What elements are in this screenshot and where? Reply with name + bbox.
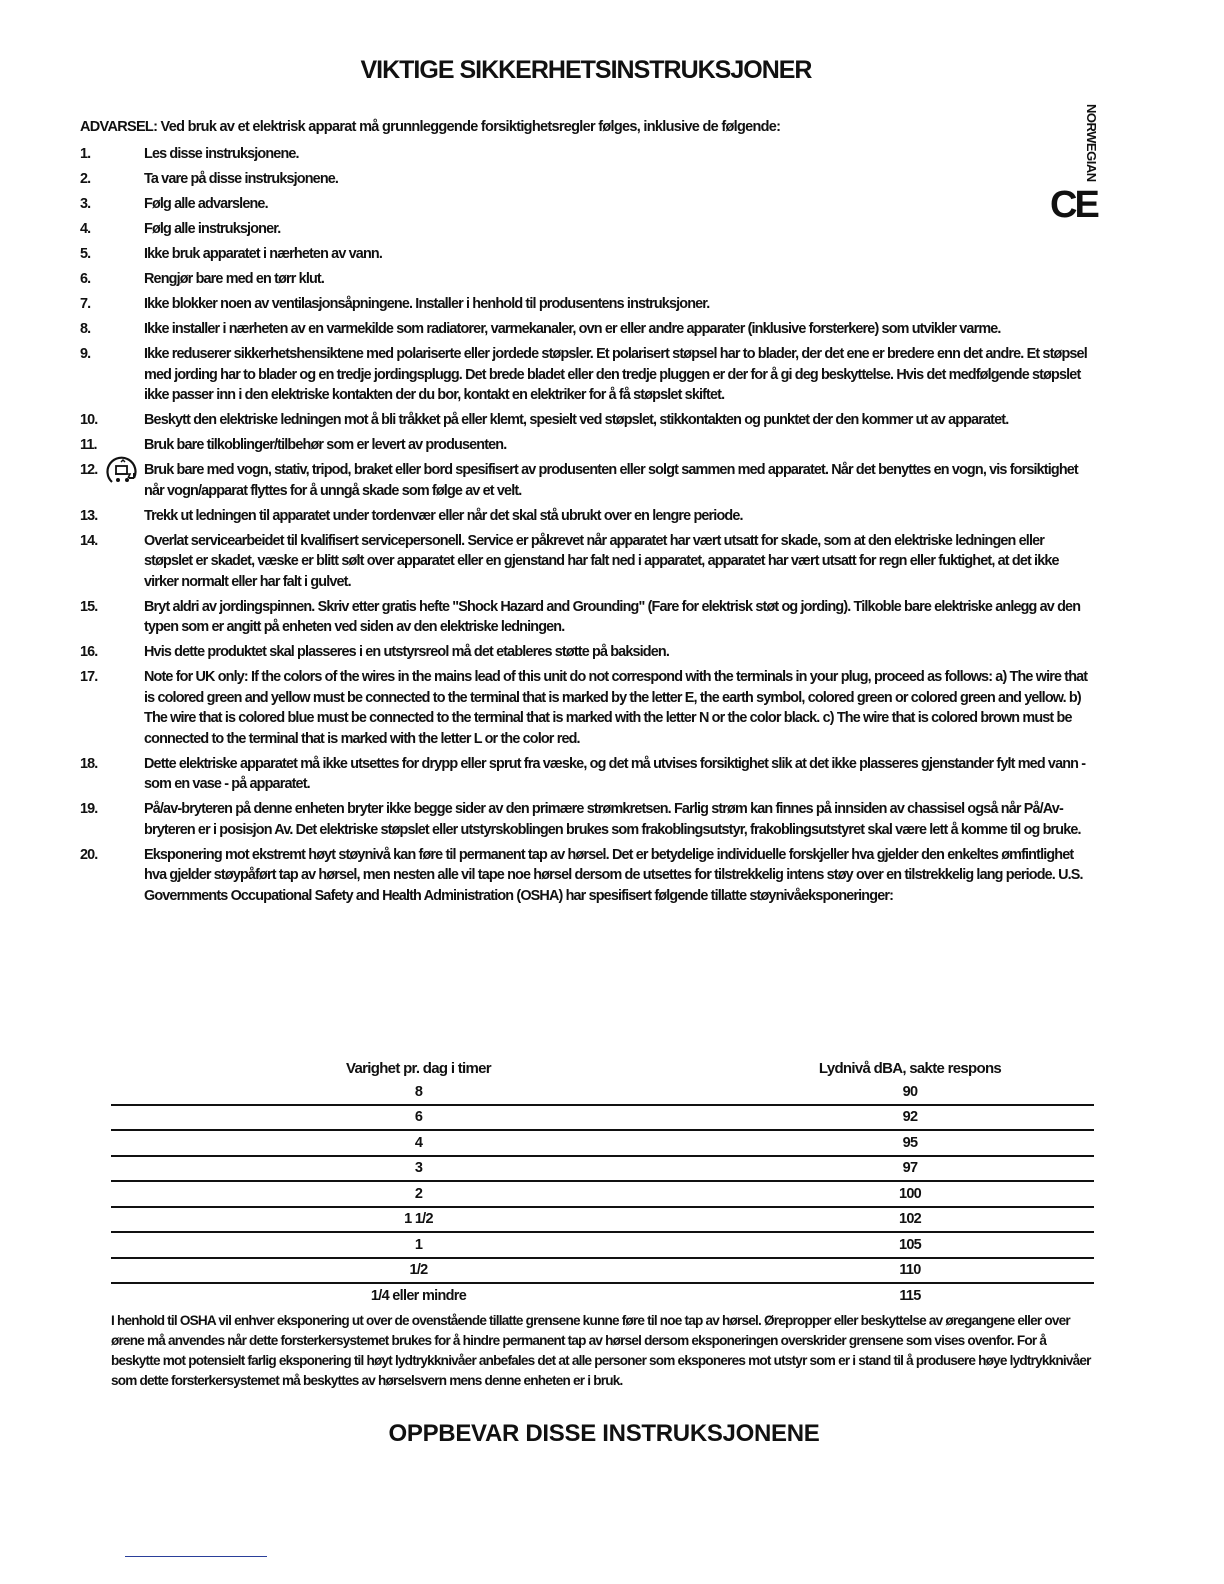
sound-level-cell: 97 xyxy=(902,1160,918,1177)
instruction-text: Ikke installer i nærheten av en varmekilde som radiatorer, varmekanaler, ovn er eller andre apparater (inklusive forsterkere) som utvikler varme. xyxy=(144,321,1001,337)
ce-mark-logo: CE xyxy=(1050,184,1097,226)
instruction-item xyxy=(80,531,1095,593)
sound-level-cell: 115 xyxy=(899,1287,921,1304)
table-row xyxy=(111,1130,1094,1156)
warning-text: Ved bruk av et elektrisk apparat må grunnleggende forsiktighetsregler følges, inklusive de følgende: xyxy=(157,119,781,135)
duration-cell: 4 xyxy=(414,1134,423,1151)
duration-cell: 1 xyxy=(414,1236,423,1253)
instruction-item xyxy=(80,667,1095,749)
instruction-item xyxy=(80,460,1095,501)
table-row xyxy=(111,1232,1094,1258)
duration-cell: 2 xyxy=(414,1185,423,1202)
instruction-text: Note for UK only: If the colors of the wires in the mains lead of this unit do not correspond with the terminals in your plug, proceed as follows: a) The wire that is colored green and yellow must be connected to the terminal that is marked by the letter E, the earth symbol, colored green or colored green and yellow. b) The wire that is colored blue must be connected to the terminal that is marked with the letter N or the color black. c) The wire that is colored brown must be connected to the terminal that is marked with the letter L or the color red. xyxy=(144,669,1088,747)
instruction-item xyxy=(80,269,1095,290)
warning-statement xyxy=(80,119,1100,135)
instruction-item xyxy=(80,799,1095,840)
instruction-text: Bruk bare med vogn, stativ, tripod, braket eller bord spesifisert av produsenten eller solgt sammen med apparatet. Når det benyttes en vogn, vis forsiktighet når vogn/apparat flyttes for å unngå skade som følge av et velt. xyxy=(144,462,1078,499)
instruction-number: 6. xyxy=(80,271,91,287)
instruction-text: Ikke blokker noen av ventilasjonsåpningene. Installer i henhold til produsentens instruksjoner. xyxy=(144,296,710,312)
instruction-text: Ikke reduserer sikkerhetshensiktene med polariserte eller jordede støpsler. Et polarisert støpsel har to blader, der det ene er bredere enn det andre. Et støpsel med jording har to blader og en tredje jordingsplugg. Det brede bladet eller den tredje pluggen er der for å gi deg beskyttelse. Hvis det medfølgende støpslet ikke passer inn i den elektriske kontakten der du bor, kontakt en elektriker for å få støpslet skiftet. xyxy=(144,346,1087,403)
language-tab: NORWEGIAN xyxy=(1084,104,1099,182)
instruction-number: 19. xyxy=(80,801,98,817)
duration-cell: 1/4 eller mindre xyxy=(370,1287,467,1304)
table-header-row xyxy=(111,1056,1094,1080)
instruction-number: 8. xyxy=(80,321,91,337)
instruction-number: 1. xyxy=(80,146,91,162)
instruction-item xyxy=(80,144,1095,165)
instruction-item xyxy=(80,194,1095,215)
instruction-number: 18. xyxy=(80,755,98,772)
instruction-number: 2. xyxy=(80,171,91,187)
sound-level-cell: 102 xyxy=(898,1211,922,1228)
instruction-text: Følg alle instruksjoner. xyxy=(144,221,281,237)
instruction-item xyxy=(80,244,1095,265)
table-row xyxy=(111,1258,1094,1284)
table-row xyxy=(111,1105,1094,1131)
instruction-text: Rengjør bare med en tørr klut. xyxy=(144,271,325,287)
table-row xyxy=(111,1080,1094,1105)
instruction-text: Eksponering mot ekstremt høyt støynivå kan føre til permanent tap av hørsel. Det er betydelige individuelle forskjeller hva gjelder den enkeltes ømfintlighet hva gjelder støypåført tap av hørsel, men nesten alle vil tape noe hørsel dersom de utsettes for tilstrekkelig intens støy over en tilstrekkelig lang periode. U.S. Governments Occupational Safety and Health Administration (OSHA) har spesifisert følgende tillatte støynivåeksponeringer: xyxy=(144,846,1083,904)
instruction-text: Bryt aldri av jordingspinnen. Skriv etter gratis hefte "Shock Hazard and Grounding" (Fare for elektrisk støt og jording). Tilkoble bare elektriske anlegg av den typen som er angitt på enheten ved siden av den elektriske ledningen. xyxy=(144,598,1081,635)
instruction-list xyxy=(80,144,1095,911)
instruction-item xyxy=(80,344,1095,406)
instruction-item xyxy=(80,642,1095,663)
instruction-number: 10. xyxy=(80,412,98,428)
instruction-item xyxy=(80,435,1095,456)
sound-level-cell: 105 xyxy=(898,1236,922,1253)
sound-level-cell: 95 xyxy=(902,1134,918,1151)
duration-cell: 3 xyxy=(414,1160,423,1177)
table-row xyxy=(111,1283,1094,1308)
instruction-number: 14. xyxy=(80,532,98,549)
instruction-number: 13. xyxy=(80,507,98,524)
table-row xyxy=(111,1207,1094,1233)
instruction-number: 9. xyxy=(80,346,91,362)
instruction-number: 11. xyxy=(80,437,97,453)
instruction-item xyxy=(80,754,1095,795)
instruction-text: Ikke bruk apparatet i nærheten av vann. xyxy=(144,246,382,262)
table-row xyxy=(111,1181,1094,1207)
instruction-number: 15. xyxy=(80,598,98,615)
sound-level-cell: 92 xyxy=(902,1109,918,1126)
instruction-text: Overlat servicearbeidet til kvalifisert servicepersonell. Service er påkrevet når apparatet har vært utsatt for skade, som at den elektriske ledningen eller støpslet er skadet, væske er blitt sølt over apparatet eller en gjenstand har falt ned i apparatet, apparatet har vært utsatt for regn eller fuktighet, at det ikke virker normalt eller har falt i gulvet. xyxy=(144,532,1059,590)
noise-exposure-table xyxy=(111,1056,1094,1308)
instruction-number: 17. xyxy=(80,669,98,685)
instruction-text: På/av-bryteren på denne enheten bryter ikke begge sider av den primære strømkretsen. Farlig strøm kan finnes på innsiden av chassisel også når På/Av-bryteren er i posisjon Av. Det elektriske støpslet eller utstyrskoblingen brukes som frakoblingsutstyr, frakoblingsutstyret skal være lett å komme til og bruke. xyxy=(144,801,1081,838)
sound-level-cell: 100 xyxy=(898,1185,922,1202)
instruction-number: 5. xyxy=(80,246,91,262)
instruction-text: Dette elektriske apparatet må ikke utsettes for drypp eller sprut fra væske, og det må utvises forsiktighet slik at det ikke plasseres gjenstander fylt med vann - som en vase - på apparatet. xyxy=(144,755,1086,792)
duration-cell: 8 xyxy=(414,1083,423,1100)
instruction-text: Bruk bare tilkoblinger/tilbehør som er levert av produsenten. xyxy=(144,437,507,453)
duration-cell: 1 1/2 xyxy=(404,1211,433,1228)
instruction-item xyxy=(80,169,1095,190)
instruction-item xyxy=(80,845,1095,907)
sound-level-cell: 110 xyxy=(899,1262,921,1279)
instruction-text: Trekk ut ledningen til apparatet under tordenvær eller når det skal stå ubrukt over en lengre periode. xyxy=(144,507,743,524)
instruction-number: 12. xyxy=(80,462,98,478)
instruction-item xyxy=(80,597,1095,638)
table-row xyxy=(111,1156,1094,1182)
instruction-item xyxy=(80,506,1095,527)
duration-column-header: Varighet pr. dag i timer xyxy=(346,1059,491,1077)
instruction-number: 16. xyxy=(80,644,98,660)
duration-cell: 6 xyxy=(414,1109,423,1126)
instruction-item xyxy=(80,219,1095,240)
cart-tip-over-warning-icon xyxy=(104,456,140,486)
instruction-text: Beskytt den elektriske ledningen mot å bli tråkket på eller klemt, spesielt ved støpslet, stikkontakten og punktet der den kommer ut av apparatet. xyxy=(144,412,1009,428)
instruction-item xyxy=(80,294,1095,315)
instruction-number: 20. xyxy=(80,846,98,863)
instruction-item xyxy=(80,410,1095,431)
instruction-number: 4. xyxy=(80,221,91,237)
instruction-text: Hvis dette produktet skal plasseres i en utstyrsreol må det etableres støtte på baksiden. xyxy=(144,644,669,660)
instruction-text: Følg alle advarslene. xyxy=(144,196,268,212)
bottom-rule xyxy=(125,1556,267,1557)
instruction-number: 3. xyxy=(80,196,91,212)
duration-cell: 1/2 xyxy=(409,1262,428,1279)
page-title: VIKTIGE SIKKERHETSINSTRUKSJONER xyxy=(360,56,812,84)
closing-title: OPPBEVAR DISSE INSTRUKSJONENE xyxy=(388,1420,820,1447)
instruction-text: Les disse instruksjonene. xyxy=(144,146,299,162)
instruction-text: Ta vare på disse instruksjonene. xyxy=(144,171,339,187)
sound-level-column-header: Lydnivå dBA, sakte respons xyxy=(818,1059,1002,1077)
osha-footer-note: I henhold til OSHA vil enhver eksponering ut over de ovenstående tillatte grensene kunne føre til noe tap av hørsel. Ørepropper eller beskyttelse av øregangene eller over ørene må anvendes når dette forsterkersystemet brukes for å hindre permanent tap av hørsel dersom eksponeringen overskrider grensene som vises ovenfor. For å beskytte mot potensielt farlig eksponering til høyt lydtrykknivåer anbefales det at alle personer som eksponeres mot utstyr som er i stand til å produsere høye lydtrykknivåer som dette forsterkersystemet må beskyttes av hørselsvern mens denne enheten er i bruk. xyxy=(111,1313,1091,1388)
instruction-number: 7. xyxy=(80,296,91,312)
warning-label: ADVARSEL: xyxy=(80,119,158,135)
sound-level-cell: 90 xyxy=(902,1083,918,1100)
instruction-item xyxy=(80,319,1095,340)
